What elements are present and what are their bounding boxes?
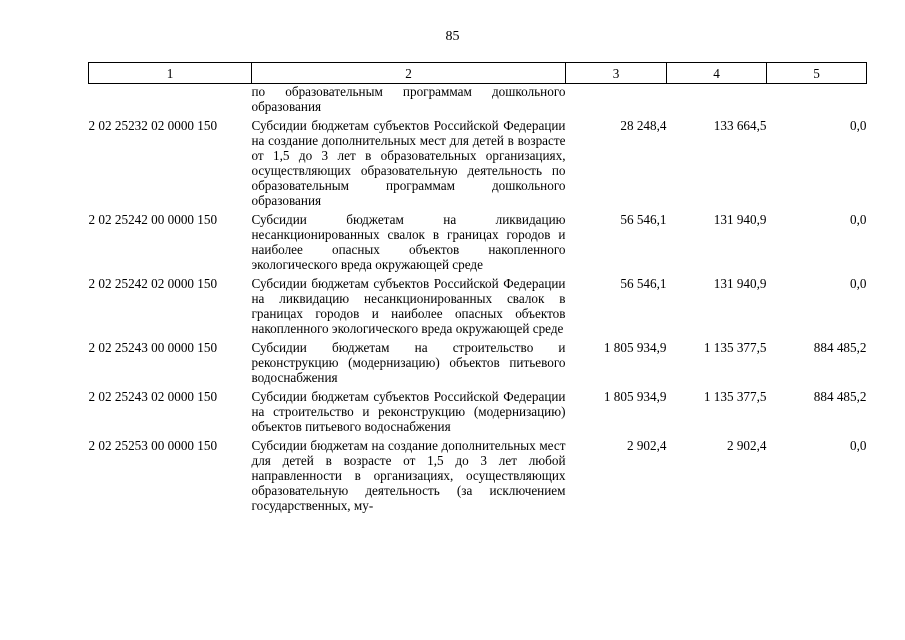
table-row <box>89 389 867 438</box>
row-code: 2 02 25232 02 0000 150 <box>88 118 218 133</box>
table-row <box>89 118 867 212</box>
continuation-row <box>89 84 867 119</box>
row-description: Субсидии бюджетам субъектов Российской Федерации на создание дополнительных мест для детей в возрасте от 1,5 до 3 лет в образовательных организациях, осуществляющих образовательную деятельность по образовательным программам дошкольного образования <box>251 118 566 208</box>
header-col-3: 3 <box>566 63 667 84</box>
header-col-5: 5 <box>767 63 867 84</box>
row-col3: 28 248,4 <box>620 118 667 133</box>
row-code: 2 02 25242 00 0000 150 <box>88 212 218 227</box>
row-col3: 56 546,1 <box>620 212 667 227</box>
row-description: Субсидии бюджетам субъектов Российской Федерации на ликвидацию несанкционированных свалок в границах городов и наиболее опасных объектов накопленного экологического вреда окружающей среде <box>251 276 566 336</box>
row-col5: 884 485,2 <box>813 340 867 355</box>
row-col5: 0,0 <box>850 118 867 133</box>
row-col4: 131 940,9 <box>713 276 767 291</box>
row-description: Субсидии бюджетам субъектов Российской Федерации на строительство и реконструкцию (модернизацию) объектов питьевого водоснабжения <box>251 389 566 434</box>
row-col3: 1 805 934,9 <box>603 389 667 404</box>
row-col3: 1 805 934,9 <box>603 340 667 355</box>
row-col5: 0,0 <box>850 438 867 453</box>
row-code: 2 02 25253 00 0000 150 <box>88 438 218 453</box>
row-col4: 1 135 377,5 <box>703 389 767 404</box>
row-code: 2 02 25243 00 0000 150 <box>88 340 218 355</box>
row-col4: 2 902,4 <box>726 438 767 453</box>
table-row <box>89 438 867 517</box>
row-col5: 0,0 <box>850 276 867 291</box>
page-number: 85 <box>445 29 460 44</box>
table-row <box>89 212 867 276</box>
budget-table <box>88 62 867 517</box>
row-col5: 884 485,2 <box>813 389 867 404</box>
continuation-text: по образовательным программам дошкольного образования <box>251 84 566 114</box>
row-description: Субсидии бюджетам на строительство и реконструкцию (модернизацию) объектов питьевого водоснабжения <box>251 340 566 385</box>
table-row <box>89 276 867 340</box>
row-description: Субсидии бюджетам на создание дополнительных мест для детей в возрасте от 1,5 до 3 лет любой направленности в организациях, осуществляющих образовательную деятельность (за исключением государственных, му- <box>251 438 566 513</box>
row-col5: 0,0 <box>850 212 867 227</box>
row-col3: 2 902,4 <box>626 438 667 453</box>
header-col-4: 4 <box>667 63 767 84</box>
row-col3: 56 546,1 <box>620 276 667 291</box>
row-col4: 1 135 377,5 <box>703 340 767 355</box>
row-code: 2 02 25242 02 0000 150 <box>88 276 218 291</box>
table-row <box>89 340 867 389</box>
header-col-2: 2 <box>252 63 566 84</box>
row-code: 2 02 25243 02 0000 150 <box>88 389 218 404</box>
row-col4: 131 940,9 <box>713 212 767 227</box>
row-description: Субсидии бюджетам на ликвидацию несанкционированных свалок в границах городов и наиболее опасных объектов накопленного экологического вреда окружающей среде <box>251 212 566 272</box>
header-col-1: 1 <box>89 63 252 84</box>
header-row <box>89 63 867 84</box>
row-col4: 133 664,5 <box>713 118 767 133</box>
